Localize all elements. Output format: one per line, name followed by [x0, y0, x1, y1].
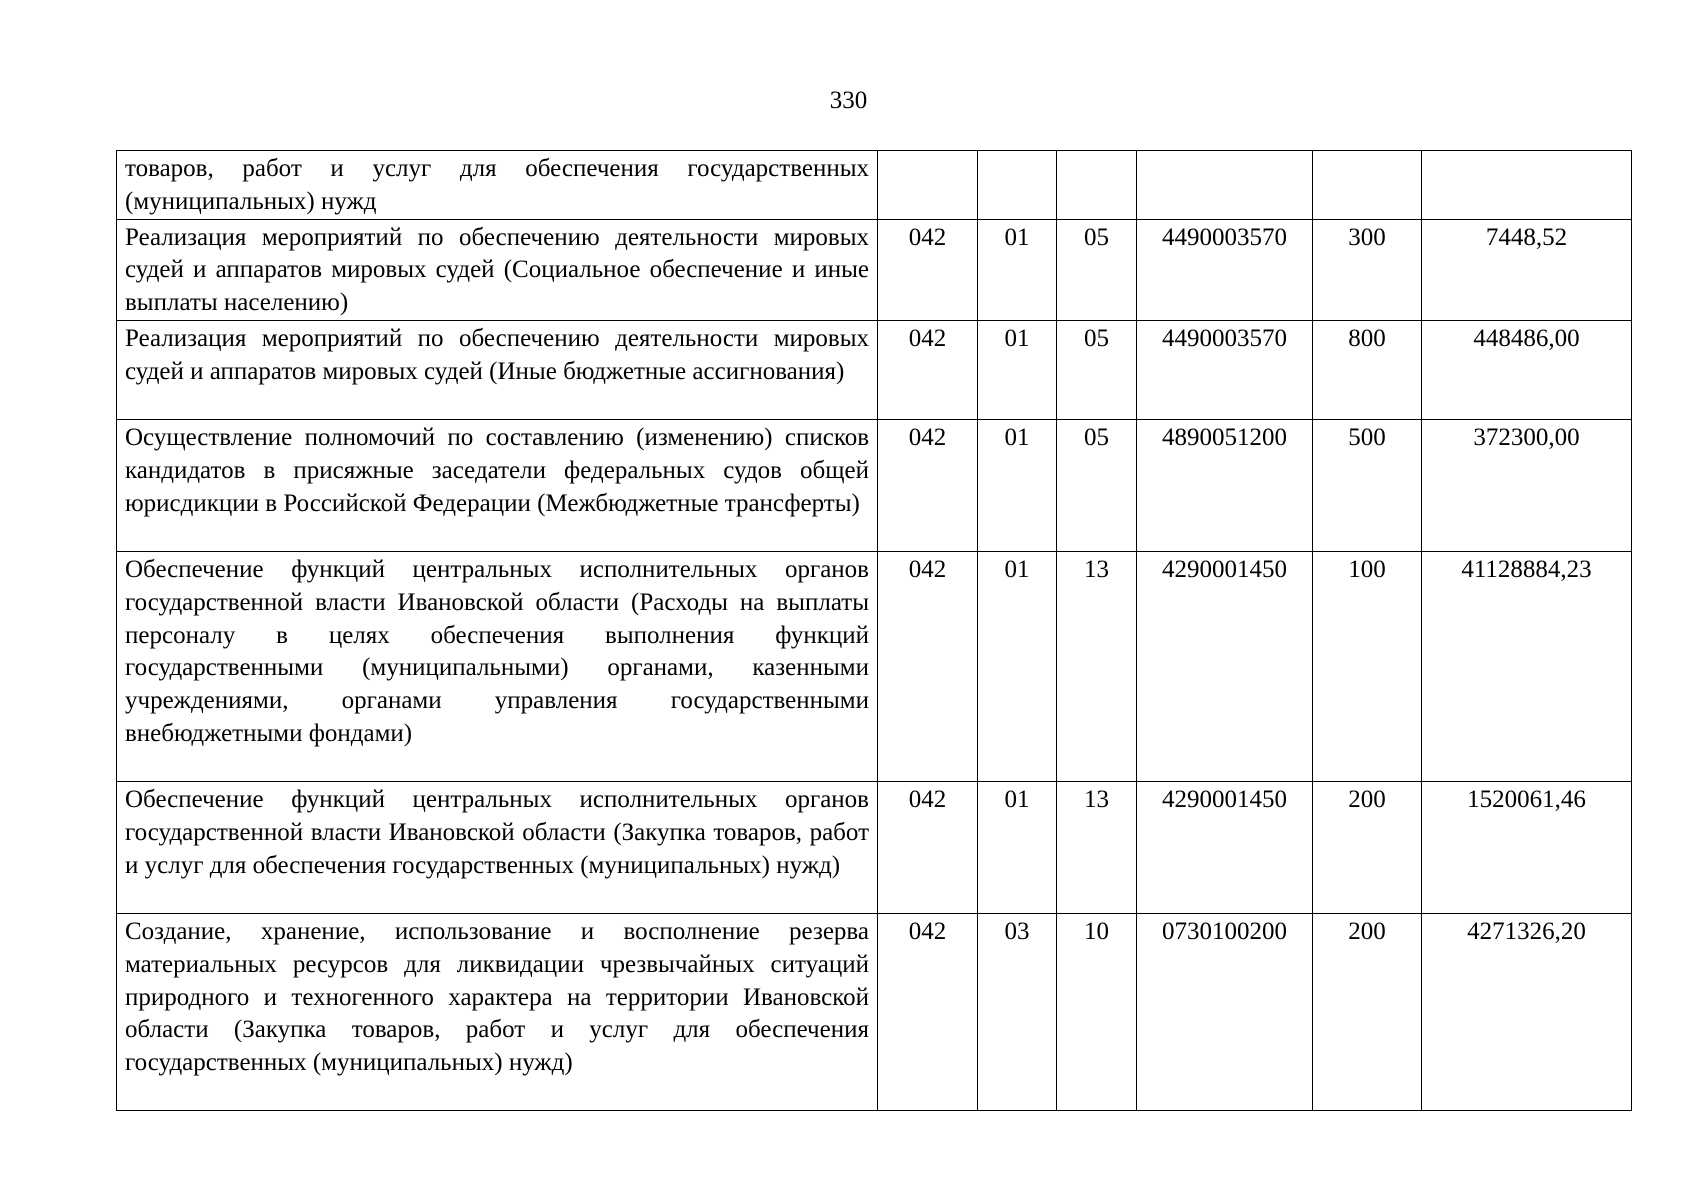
table-row [117, 419, 1632, 551]
amount-cell: 7448,52 [1422, 219, 1632, 320]
description-cell: Обеспечение функций центральных исполнительных органов государственной власти Ивановской области (Закупка товаров, работ и услуг для обеспечения государственных (муниципальных) нужд) [117, 781, 878, 913]
ministry-code-cell: 042 [878, 781, 978, 913]
table-row [117, 151, 1632, 220]
expense-type-cell: 800 [1313, 320, 1422, 419]
subsection-code-cell: 05 [1057, 419, 1137, 551]
target-item-cell [1137, 151, 1313, 220]
section-code-cell: 01 [978, 551, 1057, 781]
description-cell: Осуществление полномочий по составлению (изменению) списков кандидатов в присяжные заседатели федеральных судов общей юрисдикции в Российской Федерации (Межбюджетные трансферты) [117, 419, 878, 551]
ministry-code-cell: 042 [878, 551, 978, 781]
table-row [117, 219, 1632, 320]
description-cell: Реализация мероприятий по обеспечению деятельности мировых судей и аппаратов мировых судей (Социальное обеспечение и иные выплаты населению) [117, 219, 878, 320]
expense-type-cell: 200 [1313, 913, 1422, 1110]
section-code-cell [978, 151, 1057, 220]
subsection-code-cell: 13 [1057, 551, 1137, 781]
budget-table [116, 150, 1632, 1111]
table-row [117, 781, 1632, 913]
table-row [117, 551, 1632, 781]
amount-cell: 4271326,20 [1422, 913, 1632, 1110]
subsection-code-cell: 13 [1057, 781, 1137, 913]
description-cell: Обеспечение функций центральных исполнительных органов государственной власти Ивановской области (Расходы на выплаты персоналу в целях обеспечения выполнения функций государственными (муниципальными) органами, казенными учреждениями, органами управления государственными внебюджетными фондами) [117, 551, 878, 781]
description-cell: товаров, работ и услуг для обеспечения государственных (муниципальных) нужд [117, 151, 878, 220]
target-item-cell: 4290001450 [1137, 781, 1313, 913]
amount-cell: 1520061,46 [1422, 781, 1632, 913]
target-item-cell: 0730100200 [1137, 913, 1313, 1110]
ministry-code-cell: 042 [878, 419, 978, 551]
page-number: 330 [829, 87, 868, 114]
ministry-code-cell: 042 [878, 320, 978, 419]
section-code-cell: 01 [978, 419, 1057, 551]
target-item-cell: 4490003570 [1137, 320, 1313, 419]
expense-type-cell: 500 [1313, 419, 1422, 551]
expense-type-cell: 200 [1313, 781, 1422, 913]
target-item-cell: 4290001450 [1137, 551, 1313, 781]
ministry-code-cell [878, 151, 978, 220]
target-item-cell: 4490003570 [1137, 219, 1313, 320]
amount-cell [1422, 151, 1632, 220]
section-code-cell: 01 [978, 781, 1057, 913]
amount-cell: 448486,00 [1422, 320, 1632, 419]
description-cell: Реализация мероприятий по обеспечению деятельности мировых судей и аппаратов мировых судей (Иные бюджетные ассигнования) [117, 320, 878, 419]
section-code-cell: 01 [978, 219, 1057, 320]
subsection-code-cell [1057, 151, 1137, 220]
table-row [117, 320, 1632, 419]
expense-type-cell [1313, 151, 1422, 220]
table-row [117, 913, 1632, 1110]
amount-cell: 41128884,23 [1422, 551, 1632, 781]
target-item-cell: 4890051200 [1137, 419, 1313, 551]
subsection-code-cell: 05 [1057, 219, 1137, 320]
ministry-code-cell: 042 [878, 219, 978, 320]
section-code-cell: 01 [978, 320, 1057, 419]
amount-cell: 372300,00 [1422, 419, 1632, 551]
subsection-code-cell: 10 [1057, 913, 1137, 1110]
expense-type-cell: 300 [1313, 219, 1422, 320]
expense-type-cell: 100 [1313, 551, 1422, 781]
ministry-code-cell: 042 [878, 913, 978, 1110]
description-cell: Создание, хранение, использование и восполнение резерва материальных ресурсов для ликвидации чрезвычайных ситуаций природного и техногенного характера на территории Ивановской области (Закупка товаров, работ и услуг для обеспечения государственных (муниципальных) нужд) [117, 913, 878, 1110]
section-code-cell: 03 [978, 913, 1057, 1110]
subsection-code-cell: 05 [1057, 320, 1137, 419]
